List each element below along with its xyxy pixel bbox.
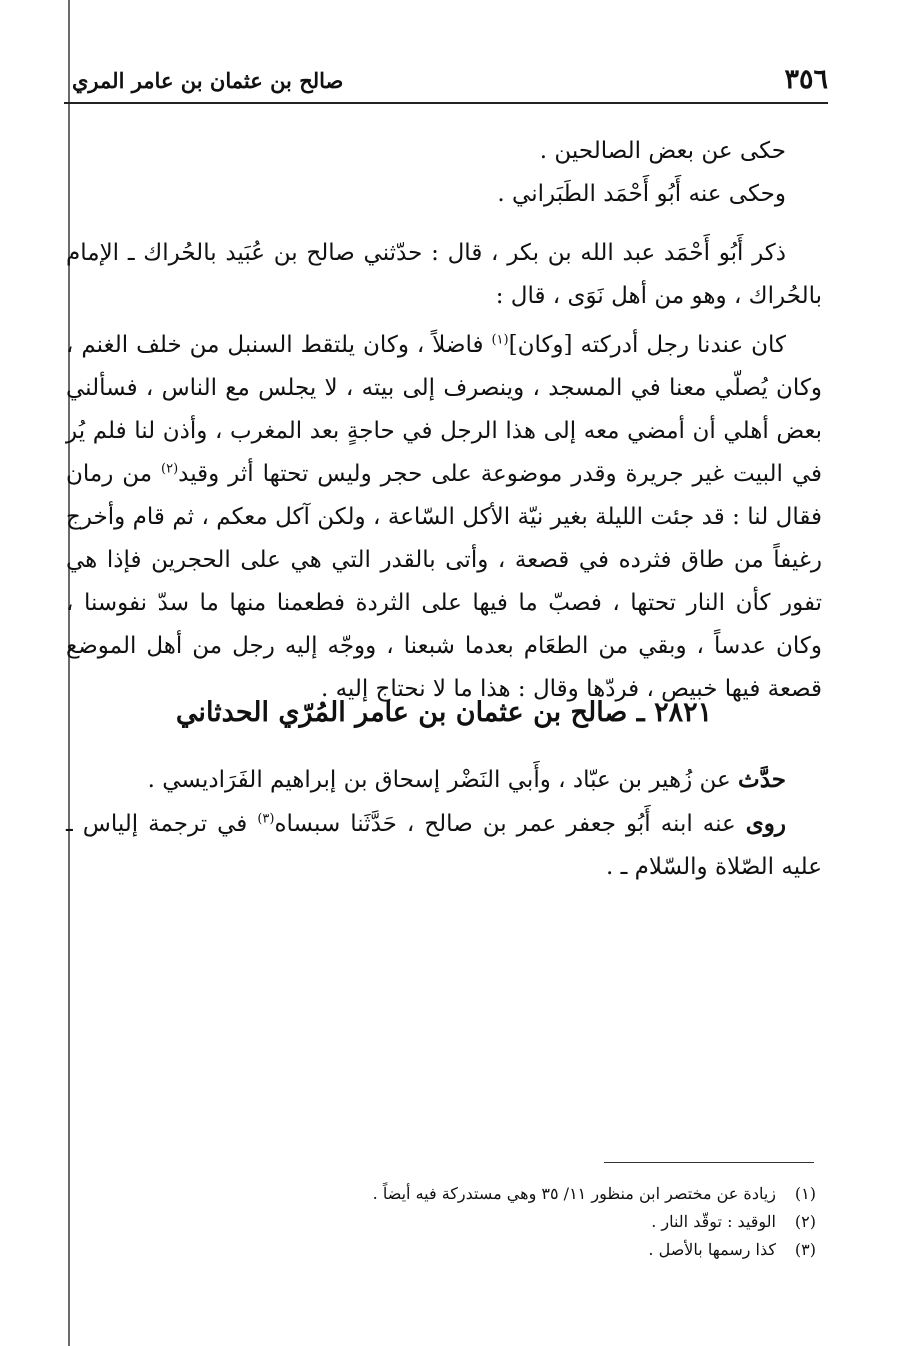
footnote-ref: (٢) — [161, 461, 179, 477]
footnote — [66, 1180, 816, 1208]
running-title: صالح بن عثمان بن عامر المري — [72, 68, 344, 93]
footnote — [66, 1236, 816, 1264]
main-text — [66, 232, 822, 717]
footnote-ref: (٣) — [257, 811, 275, 827]
entry-text-part: عنه ابنه أَبُو جعفر عمر بن صالح ، حَدَّثَنا سبساه — [274, 811, 746, 837]
footnote-number: (١) — [794, 1184, 816, 1203]
footnote — [66, 1208, 816, 1236]
story-text-part: كان عندنا رجل أدركته [وكان] — [508, 332, 786, 358]
footnote-text: كذا رسمها بالأصل . — [648, 1240, 776, 1259]
story-paragraph — [66, 324, 822, 711]
footnote-separator — [604, 1162, 814, 1163]
page-header — [64, 62, 828, 102]
footnote-text: زيادة عن مختصر ابن منظور ١١/ ٣٥ وهي مستدركة فيه أيضاً . — [372, 1184, 776, 1203]
footnote-ref: (١) — [491, 332, 509, 348]
entry-text-part: في ترجمة إلياس ـ عليه الصّلاة والسّلام ـ . — [66, 811, 822, 880]
entry-lead-word: روى — [745, 810, 786, 837]
story-text-part: من رمان فقال لنا : قد جئت الليلة بغير نيّة الأكل السّاعة ، ولكن آكل معكم ، ثم قام وأخرج رغيفاً من طاق فثرده في قصعة ، وأتى بالقدر التي هي على الحجرين فإذا هي تفور كأن النار تحتها ، فصبّ ما فيها على الثردة فطعمنا منها ما سدّ نفوسنا ، وكان عدساً ، وبقي من الطعَام بعدما شبعنا ، ووجّه إليه رجل من أهل الموضع قصعة فيها خبيص ، فردّها وقال : هذا ما لا نحتاج إليه . — [66, 461, 822, 702]
intro-line: حكى عن بعض الصالحين . — [539, 138, 786, 164]
story-text-part: فاضلاً ، وكان يلتقط السنبل من خلف الغنم ، وكان يُصلّي معنا في المسجد ، وينصرف إلى بيته ، لا يجلس مع الناس ، فسألني بعض أهلي أن أمضي معه إلى هذا الرجل في حاجةٍ بعد المغرب ، وأذن لنا فلم يُر في البيت غير جريرة وقدر موضوعة على حجر وليس تحتها أثر وقيد — [66, 332, 822, 487]
entry-paragraph — [66, 802, 822, 889]
entry-paragraph — [66, 758, 822, 802]
entry-text-part: عن زُهير بن عبّاد ، وأَبي النَضْر إسحاق بن إبراهيم الفَرَاديسي . — [147, 767, 739, 793]
intro-line: وحكى عنه أَبُو أَحْمَد الطَبَراني . — [497, 181, 786, 207]
entry-heading: ٢٨٢١ ـ صالح بن عثمان بن عامر المُرّي الحدثاني — [175, 697, 713, 728]
footnote-number: (٣) — [794, 1240, 816, 1259]
entry-lead-word: حدَّث — [738, 766, 786, 793]
intro-lines — [66, 130, 822, 216]
footnote-number: (٢) — [794, 1212, 816, 1231]
footnotes — [66, 1180, 816, 1264]
isnad-paragraph: ذكر أَبُو أَحْمَد عبد الله بن بكر ، قال : حدّثني صالح بن عُبَيد بالحُراك ـ الإمام بالحُراك ، وهو من أهل نَوَى ، قال : — [66, 240, 822, 309]
footnote-text: الوقيد : توقّد النار . — [651, 1212, 776, 1231]
header-rule — [64, 102, 828, 104]
entry-text — [66, 758, 822, 889]
page-number: ٣٥٦ — [784, 64, 828, 95]
